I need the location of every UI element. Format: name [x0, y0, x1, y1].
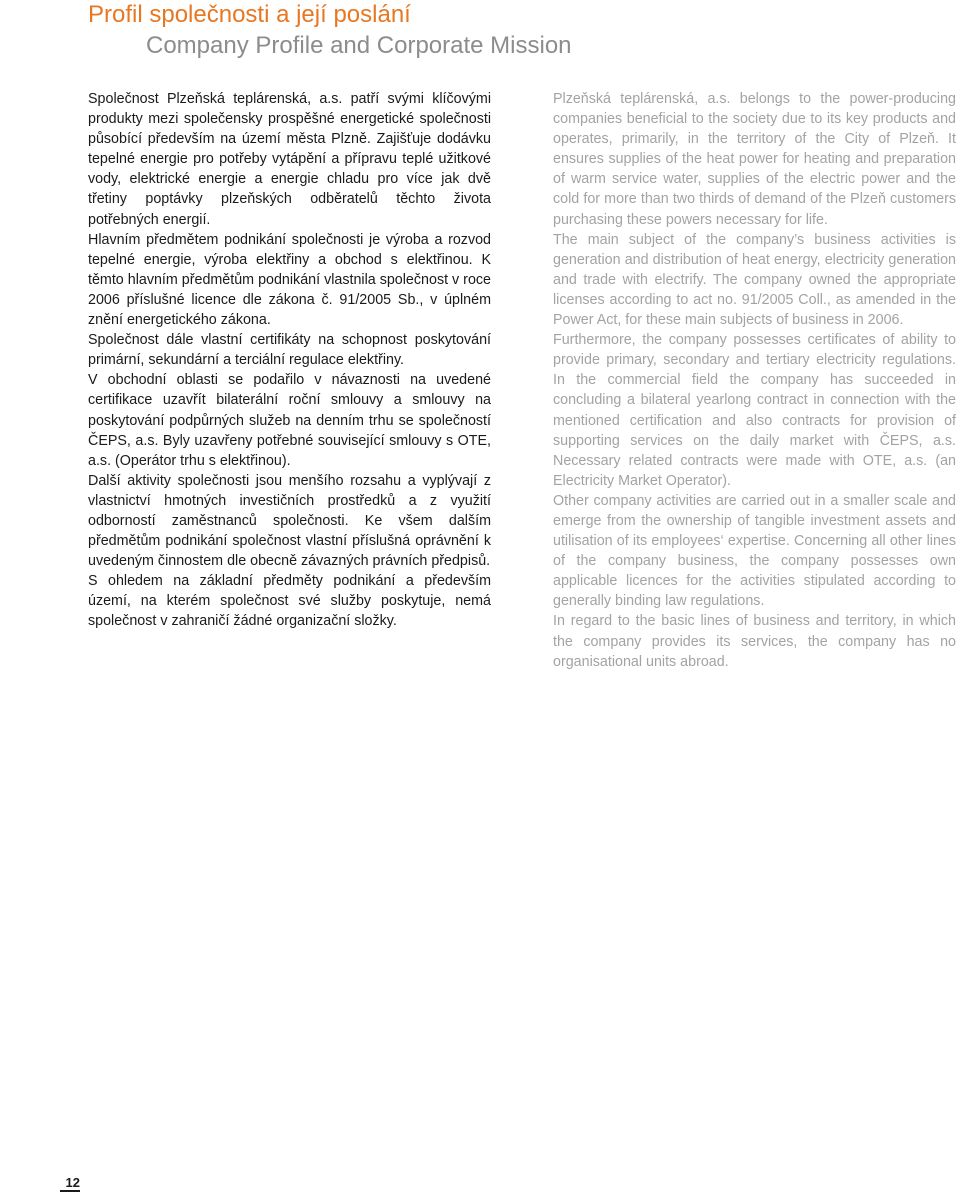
czech-paragraph: Společnost dále vlastní certifikáty na schopnost poskytování primární, sekundární a terciální regulace elektřiny.: [88, 332, 491, 369]
czech-paragraph: S ohledem na základní předměty podnikání a především území, na kterém společnost své služby poskytuje, nemá společnost v zahraničí žádné organizační složky.: [88, 573, 491, 630]
english-paragraph: Plzeňská teplárenská, a.s. belongs to the power-producing companies beneficial to the society due to its key products and operates, primarily, in the territory of the City of Plzeň. It ensures supplies of the heat power for heating and preparation of warm service water, supplies of the electric power and the cold for more than two thirds of demand of the Plzeň customers purchasing these powers necessary for life.: [553, 91, 956, 228]
english-paragraph: Furthermore, the company possesses certificates of ability to provide primary, secondary and tertiary electricity regulations. In the commercial field the company has succeeded in concluding a bilateral yearlong contract in connection with the mentioned certification and also contracts for provision of supporting services on the daily market with ČEPS, a.s. Necessary related contracts were made with OTE, a.s. (an Electricity Market Operator).: [553, 332, 956, 489]
czech-paragraph: Další aktivity společnosti jsou menšího rozsahu a vyplývají z vlastnictví hmotných investičních prostředků a z využití odborností zaměstnanců společnosti. Ke všem dalším předmětům podnikání společnost vlastní příslušná oprávnění k uvedeným činnostem dle obecně závazných právních předpisů.: [88, 472, 491, 570]
page-title: Profil společnosti a její poslání: [88, 1, 411, 28]
czech-text-column: [88, 89, 491, 632]
english-paragraph: In regard to the basic lines of business and territory, in which the company provides its services, the company has no organisational units abroad.: [553, 613, 956, 670]
page-number: 12: [65, 1175, 80, 1190]
czech-paragraph: Hlavním předmětem podnikání společnosti je výroba a rozvod tepelné energie, výroba elektřiny a obchod s elektřinou. K těmto hlavním předmětům podnikání vlastnila společnost v roce 2006 příslušné licence dle zákona č. 91/2005 Sb., v úplném znění energetického zákona.: [88, 231, 491, 329]
english-paragraph: Other company activities are carried out in a smaller scale and emerge from the ownership of tangible investment assets and utilisation of its employees‘ expertise. Concerning all other lines of the company business, the company possesses own applicable licences for the activities stipulated according to generally binding law regulations.: [553, 492, 956, 610]
page-number-rule: [60, 1190, 80, 1192]
page-subtitle: Company Profile and Corporate Mission: [146, 32, 572, 59]
czech-paragraph: Společnost Plzeňská teplárenská, a.s. patří svými klíčovými produkty mezi společensky prospěšné energetické společnosti působící především na území města Plzně. Zajišťuje dodávku tepelné energie pro potřeby vytápění a přípravu teplé užitkové vody, elektrické energie a energie chladu pro více jak dvě třetiny poptávky plzeňských odběratelů těchto života potřebných energií.: [88, 91, 491, 228]
czech-paragraph: V obchodní oblasti se podařilo v návaznosti na uvedené certifikace uzavřít bilaterální roční smlouvy a smlouvy na poskytování podpůrných služeb na denním trhu se společností ČEPS, a.s. Byly uzavřeny potřebné související smlouvy s OTE, a.s. (Operátor trhu s elektřinou).: [88, 372, 491, 469]
english-text-column: [553, 89, 956, 672]
english-paragraph: The main subject of the company’s business activities is generation and distribution of heat energy, electricity generation and trade with electrify. The company owned the appropriate licenses according to act no. 91/2005 Coll., as amended in the Power Act, for these main subjects of business in 2006.: [553, 231, 956, 329]
